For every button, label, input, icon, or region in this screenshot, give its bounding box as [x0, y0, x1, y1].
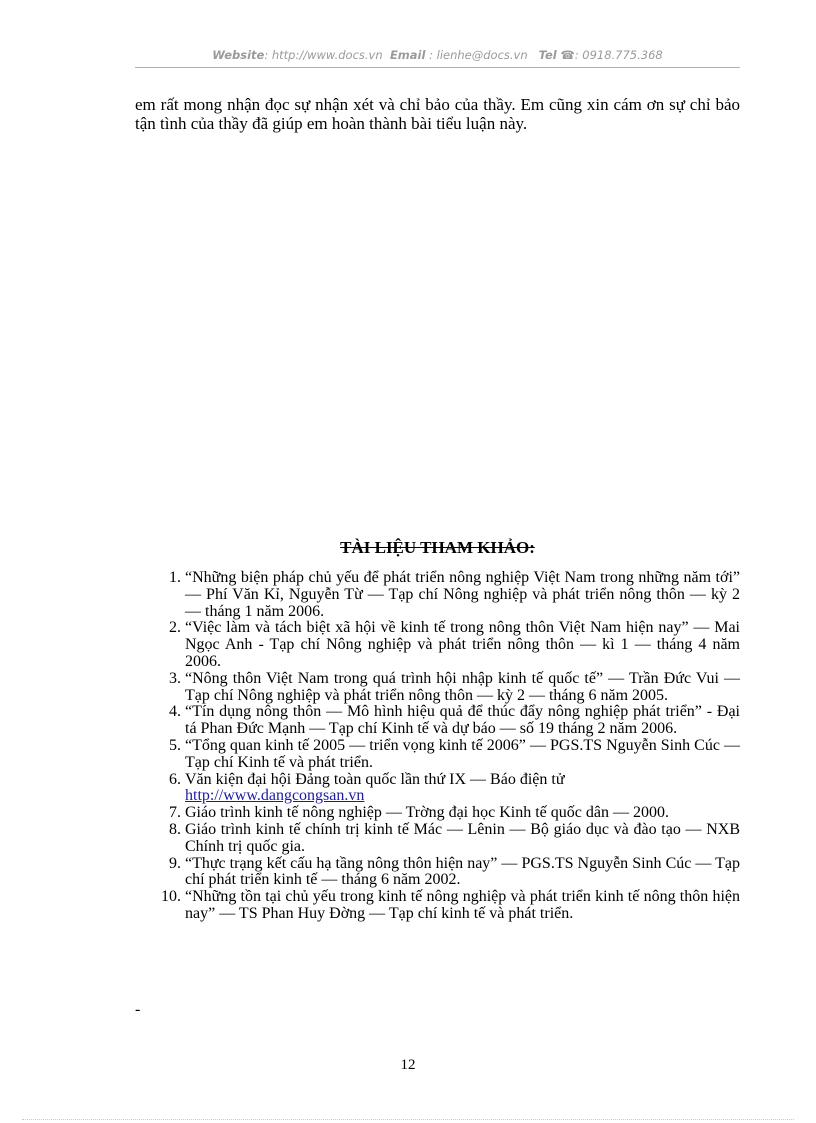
reference-text: “Thực trạng kết cấu hạ tầng nông thôn hiện nay” — PGS.TS Nguyễn Sinh Cúc — Tạp chí phát triển kinh tế — tháng 6 năm 2002. — [185, 854, 740, 889]
page-bottom-border — [22, 1119, 794, 1120]
tel-label: Tel — [538, 48, 557, 62]
reference-number: 5. — [169, 736, 181, 754]
reference-link[interactable]: http://www.dangcongsan.vn — [185, 787, 365, 805]
reference-text: Văn kiện đại hội Đảng toàn quốc lần thứ IX — Báo điện tử — [185, 770, 565, 788]
reference-text: “Tín dụng nông thôn — Mô hình hiệu quả để thúc đẩy nông nghiệp phát triển” - Đại tá Phan Đức Mạnh — Tạp chí Kinh tế và dự báo — số 19 tháng 2 năm 2006. — [185, 703, 740, 738]
email-value: : lienhe@docs.vn — [429, 48, 528, 62]
reference-number: 4. — [169, 703, 181, 721]
reference-item — [135, 570, 740, 620]
reference-number: 9. — [169, 854, 181, 872]
reference-item — [135, 822, 740, 856]
reference-number: 8. — [169, 820, 181, 838]
reference-number: 1. — [169, 569, 181, 586]
references-list — [135, 570, 740, 923]
reference-item — [135, 856, 740, 890]
reference-item — [135, 738, 740, 772]
page-header — [135, 48, 740, 68]
reference-text: Giáo trình kinh tế nông nghiệp — Trờng đại học Kinh tế quốc dân — 2000. — [185, 804, 669, 822]
reference-item — [135, 805, 740, 822]
reference-text: “Việc làm và tách biệt xã hội về kinh tế trong nông thôn Việt Nam hiện nay” — Mai Ngọc Anh - Tạp chí Nông nghiệp và phát triển nông thôn — kì 1 — tháng 4 năm 2006. — [185, 619, 740, 670]
website-label: Website — [212, 48, 265, 62]
reference-text: Giáo trình kinh tế chính trị kinh tế Mác — Lênin — Bộ giáo dục và đào tạo — NXB Chính trị quốc gia. — [185, 820, 740, 855]
reference-number: 10. — [161, 888, 181, 906]
reference-number: 2. — [169, 619, 181, 637]
reference-item — [135, 704, 740, 738]
email-label: Email — [389, 48, 426, 62]
references-title: TÀI LIỆU THAM KHẢO: — [340, 538, 535, 557]
reference-text: “Những tồn tại chủ yếu trong kinh tế nông nghiệp và phát triển kinh tế nông thôn hiện nay” — TS Phan Huy Đờng — Tạp chí kinh tế và phát triển. — [185, 888, 740, 922]
reference-number: 7. — [169, 804, 181, 822]
website-value: : http://www.docs.vn — [264, 48, 383, 62]
reference-item — [135, 671, 740, 705]
reference-text: “Nông thôn Việt Nam trong quá trình hội nhập kinh tế quốc tế” — Trần Đức Vui — Tạp chí Nông nghiệp và phát triển nông thôn — kỳ 2 — tháng 6 năm 2005. — [185, 669, 740, 704]
reference-text: “Những biện pháp chủ yếu để phát triển nông nghiệp Việt Nam trong những năm tới” — Phí Văn Kỉ, Nguyễn Từ — Tạp chí Nông nghiệp và phát triển nông thôn — kỳ 2 — tháng 1 năm 2006. — [185, 569, 740, 620]
trailing-dash: - — [135, 1001, 141, 1018]
phone-icon: ☎ — [560, 48, 575, 62]
reference-number: 3. — [169, 669, 181, 687]
tel-value: : 0918.775.368 — [574, 48, 663, 62]
page-number: 12 — [400, 1057, 416, 1073]
reference-number: 6. — [169, 770, 181, 788]
intro-paragraph: em rất mong nhận đọc sự nhận xét và chỉ bảo của thầy. Em cũng xin cám ơn sự chỉ bảo tận tình của thầy đã giúp em hoàn thành bài tiểu luận này. — [135, 95, 740, 133]
reference-text: “Tổng quan kinh tế 2005 — triển vọng kinh tế 2006” — PGS.TS Nguyễn Sinh Cúc — Tạp chí Kinh tế và phát triển. — [185, 736, 740, 771]
reference-item — [135, 620, 740, 670]
reference-item — [135, 772, 740, 806]
reference-item — [135, 889, 740, 923]
